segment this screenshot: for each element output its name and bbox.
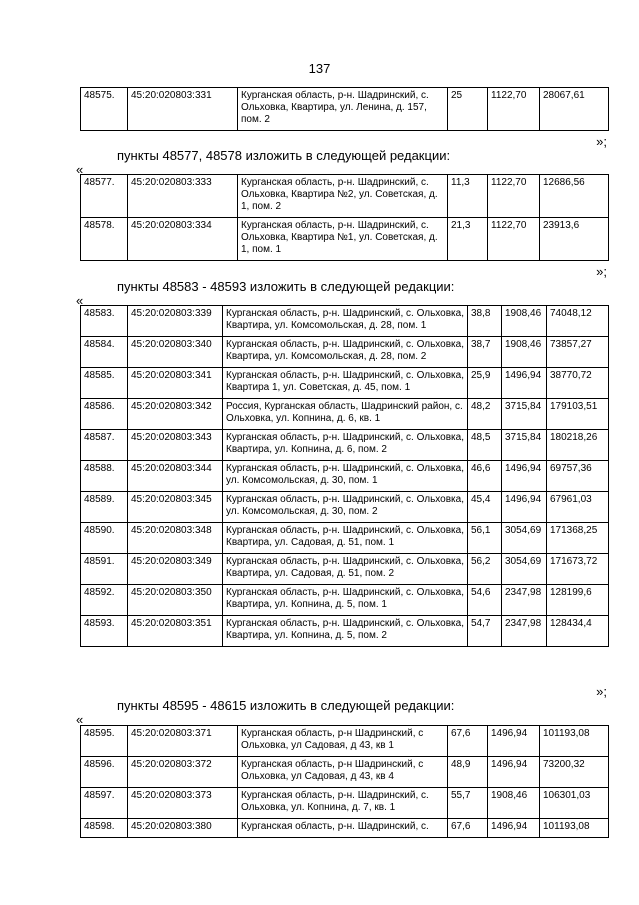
cadastral-number-cell: 45:20:020803:344 [128, 461, 223, 492]
rate-cell: 1496,94 [488, 757, 540, 788]
area-cell: 56,1 [468, 523, 502, 554]
cadastral-number-cell: 45:20:020803:380 [128, 819, 238, 838]
rate-cell: 1496,94 [488, 819, 540, 838]
row-number-cell: 48595. [81, 726, 128, 757]
row-number-cell: 48590. [81, 523, 128, 554]
rate-cell: 2347,98 [502, 585, 547, 616]
area-cell: 55,7 [448, 788, 488, 819]
rate-cell: 2347,98 [502, 616, 547, 647]
table-row [81, 819, 609, 838]
table-row [81, 757, 609, 788]
rate-cell: 1496,94 [502, 492, 547, 523]
page-number: 137 [308, 61, 331, 76]
row-number-cell: 48589. [81, 492, 128, 523]
area-cell: 67,6 [448, 726, 488, 757]
area-cell: 54,7 [468, 616, 502, 647]
table-row [81, 218, 609, 261]
row-number-cell: 48593. [81, 616, 128, 647]
area-cell: 48,2 [468, 399, 502, 430]
cadastral-number-cell: 45:20:020803:343 [128, 430, 223, 461]
cadastral-value-cell: 23913,6 [540, 218, 609, 261]
address-cell: Россия, Курганская область, Шадринский район, с. Ольховка, ул. Копнина, д. 6, кв. 1 [223, 399, 468, 430]
cadastral-number-cell: 45:20:020803:342 [128, 399, 223, 430]
rate-cell: 3054,69 [502, 554, 547, 585]
address-cell: Курганская область, р-н. Шадринский, с. Ольховка, Квартира, ул. Ленина, д. 157, пом. 2 [238, 88, 448, 131]
amendment-instruction: пункты 48583 - 48593 изложить в следующей редакции: [117, 279, 455, 294]
address-cell: Курганская область, р-н. Шадринский, с. Ольховка, Квартира, ул. Копнина, д. 5, пом. 1 [223, 585, 468, 616]
row-number-cell: 48585. [81, 368, 128, 399]
table-part-3 [80, 305, 609, 647]
area-cell: 11,3 [448, 175, 488, 218]
address-cell: Курганская область, р-н. Шадринский, с. Ольховка, Квартира №2, ул. Советская, д. 1, пом. 2 [238, 175, 448, 218]
table-row [81, 399, 609, 430]
area-cell: 38,7 [468, 337, 502, 368]
rate-cell: 1496,94 [488, 726, 540, 757]
cadastral-value-cell: 69757,36 [547, 461, 609, 492]
table-row [81, 430, 609, 461]
table-row [81, 88, 609, 131]
amendment-instruction: пункты 48577, 48578 изложить в следующей редакции: [117, 148, 451, 163]
row-number-cell: 48591. [81, 554, 128, 585]
cadastral-number-cell: 45:20:020803:351 [128, 616, 223, 647]
cadastral-value-cell: 12686,56 [540, 175, 609, 218]
cadastral-number-cell: 45:20:020803:334 [128, 218, 238, 261]
rate-cell: 3054,69 [502, 523, 547, 554]
address-cell: Курганская область, р-н. Шадринский, с. Ольховка, Квартира, ул. Комсомольская, д. 28, пом. 2 [223, 337, 468, 368]
rate-cell: 1496,94 [502, 368, 547, 399]
cadastral-value-cell: 128434,4 [547, 616, 609, 647]
table-row [81, 616, 609, 647]
table-row [81, 461, 609, 492]
table-row [81, 306, 609, 337]
cadastral-number-cell: 45:20:020803:371 [128, 726, 238, 757]
row-number-cell: 48578. [81, 218, 128, 261]
area-cell: 45,4 [468, 492, 502, 523]
cadastral-number-cell: 45:20:020803:341 [128, 368, 223, 399]
address-cell: Курганская область, р-н. Шадринский, с. Ольховка, ул. Комсомольская, д. 30, пом. 1 [223, 461, 468, 492]
address-cell: Курганская область, р-н. Шадринский, с. Ольховка, Квартира, ул. Копнина, д. 6, пом. 2 [223, 430, 468, 461]
address-cell: Курганская область, р-н. Шадринский, с. Ольховка, Квартира, ул. Комсомольская, д. 28, пом. 1 [223, 306, 468, 337]
row-number-cell: 48583. [81, 306, 128, 337]
cadastral-number-cell: 45:20:020803:373 [128, 788, 238, 819]
address-cell: Курганская область, р-н. Шадринский, с. [238, 819, 448, 838]
rate-cell: 1122,70 [488, 175, 540, 218]
rate-cell: 1908,46 [502, 306, 547, 337]
cadastral-value-cell: 128199,6 [547, 585, 609, 616]
area-cell: 25,9 [468, 368, 502, 399]
table-part-2 [80, 174, 609, 261]
row-number-cell: 48592. [81, 585, 128, 616]
address-cell: Курганская область, р-н. Шадринский, с. Ольховка, Квартира, ул. Садовая, д. 51, пом. 1 [223, 523, 468, 554]
table-part-1 [80, 87, 609, 131]
address-cell: Курганская область, р-н. Шадринский, с. Ольховка, ул. Комсомольская, д. 30, пом. 2 [223, 492, 468, 523]
row-number-cell: 48588. [81, 461, 128, 492]
area-cell: 48,9 [448, 757, 488, 788]
cadastral-value-cell: 171368,25 [547, 523, 609, 554]
amendment-instruction: пункты 48595 - 48615 изложить в следующей редакции: [117, 698, 455, 713]
row-number-cell: 48598. [81, 819, 128, 838]
cadastral-number-cell: 45:20:020803:372 [128, 757, 238, 788]
rate-cell: 1122,70 [488, 88, 540, 131]
address-cell: Курганская область, р-н Шадринский, с Ольховка, ул Садовая, д 43, кв 1 [238, 726, 448, 757]
cadastral-value-cell: 101193,08 [540, 819, 609, 838]
address-cell: Курганская область, р-н. Шадринский, с. Ольховка, Квартира, ул. Садовая, д. 51, пом. 2 [223, 554, 468, 585]
address-cell: Курганская область, р-н. Шадринский, с. Ольховка, Квартира №1, ул. Советская, д. 1, пом. 1 [238, 218, 448, 261]
cadastral-value-cell: 101193,08 [540, 726, 609, 757]
address-cell: Курганская область, р-н. Шадринский, с. Ольховка, Квартира 1, ул. Советская, д. 45, пом. 1 [223, 368, 468, 399]
rate-cell: 1496,94 [502, 461, 547, 492]
table-row [81, 492, 609, 523]
row-number-cell: 48586. [81, 399, 128, 430]
rate-cell: 1908,46 [502, 337, 547, 368]
area-cell: 38,8 [468, 306, 502, 337]
area-cell: 48,5 [468, 430, 502, 461]
row-number-cell: 48577. [81, 175, 128, 218]
cadastral-value-cell: 28067,61 [540, 88, 609, 131]
cadastral-number-cell: 45:20:020803:348 [128, 523, 223, 554]
area-cell: 67,6 [448, 819, 488, 838]
cadastral-value-cell: 73857,27 [547, 337, 609, 368]
cadastral-value-cell: 180218,26 [547, 430, 609, 461]
table-row [81, 175, 609, 218]
cadastral-number-cell: 45:20:020803:339 [128, 306, 223, 337]
cadastral-number-cell: 45:20:020803:350 [128, 585, 223, 616]
area-cell: 56,2 [468, 554, 502, 585]
table-row [81, 337, 609, 368]
address-cell: Курганская область, р-н Шадринский, с Ольховка, ул Садовая, д 43, кв 4 [238, 757, 448, 788]
rate-cell: 3715,84 [502, 399, 547, 430]
row-number-cell: 48575. [81, 88, 128, 131]
cadastral-number-cell: 45:20:020803:349 [128, 554, 223, 585]
quote-close-mark: »; [596, 134, 607, 149]
area-cell: 21,3 [448, 218, 488, 261]
area-cell: 46,6 [468, 461, 502, 492]
table-part-4 [80, 725, 609, 838]
address-cell: Курганская область, р-н. Шадринский, с. Ольховка, Квартира, ул. Копнина, д. 5, пом. 2 [223, 616, 468, 647]
row-number-cell: 48597. [81, 788, 128, 819]
address-cell: Курганская область, р-н. Шадринский, с. Ольховка, ул. Копнина, д. 7, кв. 1 [238, 788, 448, 819]
quote-open-mark: « [76, 293, 84, 308]
cadastral-value-cell: 106301,03 [540, 788, 609, 819]
table-row [81, 554, 609, 585]
table-row [81, 523, 609, 554]
quote-open-mark: « [76, 162, 84, 177]
table-row [81, 368, 609, 399]
row-number-cell: 48596. [81, 757, 128, 788]
cadastral-number-cell: 45:20:020803:333 [128, 175, 238, 218]
cadastral-value-cell: 74048,12 [547, 306, 609, 337]
quote-close-mark: »; [596, 264, 607, 279]
rate-cell: 1908,46 [488, 788, 540, 819]
cadastral-value-cell: 171673,72 [547, 554, 609, 585]
cadastral-value-cell: 38770,72 [547, 368, 609, 399]
table-row [81, 585, 609, 616]
cadastral-value-cell: 73200,32 [540, 757, 609, 788]
cadastral-number-cell: 45:20:020803:345 [128, 492, 223, 523]
table-row [81, 726, 609, 757]
area-cell: 54,6 [468, 585, 502, 616]
cadastral-number-cell: 45:20:020803:331 [128, 88, 238, 131]
cadastral-number-cell: 45:20:020803:340 [128, 337, 223, 368]
cadastral-value-cell: 179103,51 [547, 399, 609, 430]
quote-open-mark: « [76, 712, 84, 727]
table-row [81, 788, 609, 819]
cadastral-value-cell: 67961,03 [547, 492, 609, 523]
area-cell: 25 [448, 88, 488, 131]
rate-cell: 1122,70 [488, 218, 540, 261]
rate-cell: 3715,84 [502, 430, 547, 461]
row-number-cell: 48587. [81, 430, 128, 461]
row-number-cell: 48584. [81, 337, 128, 368]
quote-close-mark: »; [596, 684, 607, 699]
